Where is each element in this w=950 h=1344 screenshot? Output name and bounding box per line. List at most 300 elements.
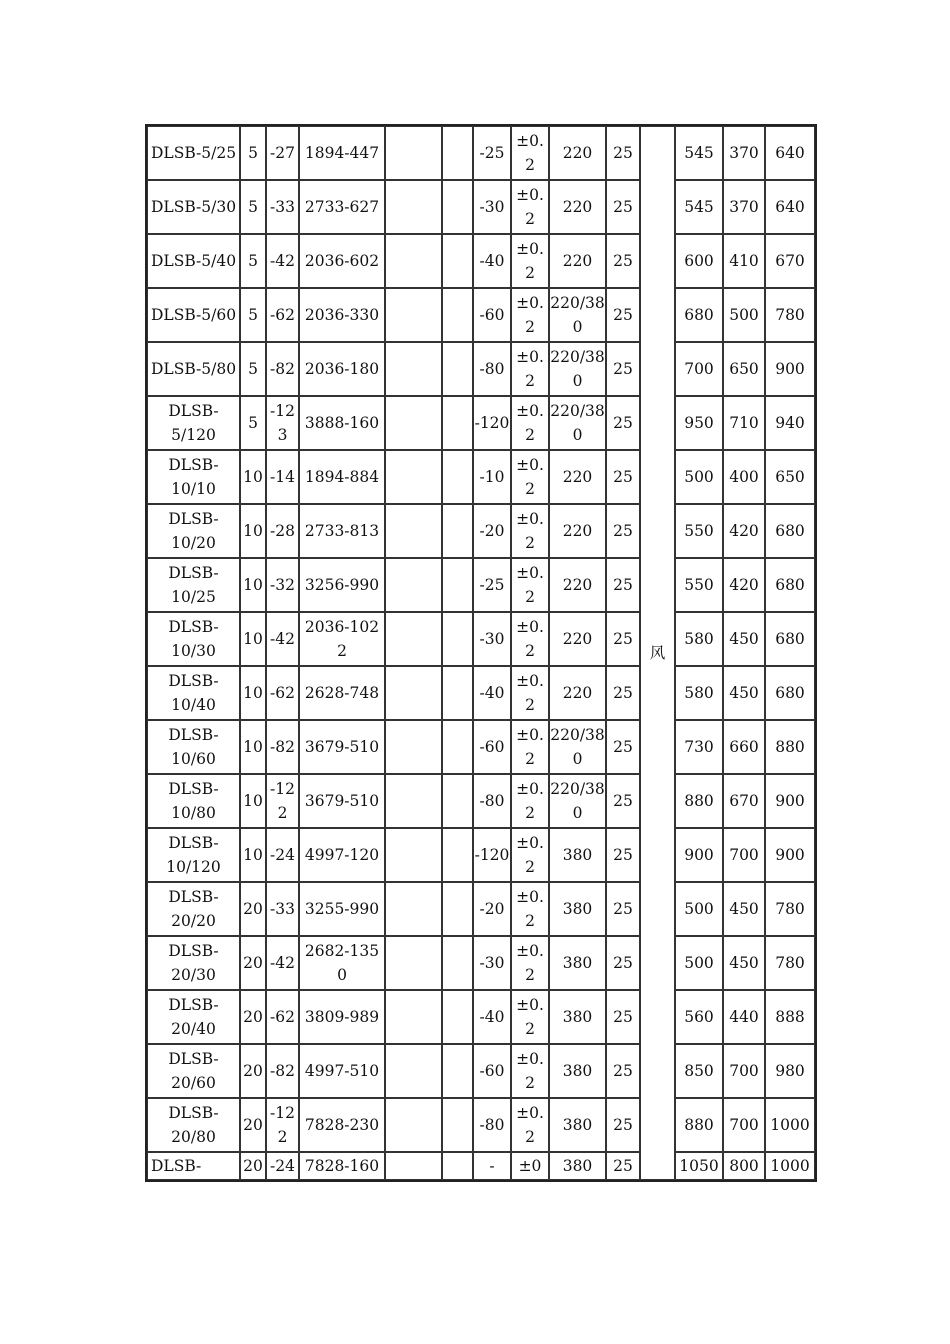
set-temp-cell: -120 — [473, 828, 511, 882]
empty-cell — [385, 450, 442, 504]
model-line-1: DLSB- — [168, 618, 219, 636]
empty-cell — [442, 774, 473, 828]
min-temp-cell: -62 — [266, 666, 299, 720]
model-line-1: DLSB- — [168, 510, 219, 528]
height-cell: 780 — [765, 882, 815, 936]
table-row — [147, 288, 815, 342]
table-row — [147, 828, 815, 882]
empty-cell — [385, 126, 442, 180]
set-temp-cell: -80 — [473, 1098, 511, 1152]
capacity-cell: 5 — [240, 396, 266, 450]
depth-cell: 700 — [723, 1044, 765, 1098]
model-cell — [147, 180, 240, 234]
voltage-cell: 220/380 — [549, 288, 606, 342]
model-line-1: DLSB- — [168, 456, 219, 474]
model-cell — [147, 612, 240, 666]
min-temp-cell: -24 — [266, 1152, 299, 1180]
model-line-1: DLSB- — [168, 564, 219, 582]
voltage-cell: 380 — [549, 1098, 606, 1152]
model-cell — [147, 396, 240, 450]
tolerance-cell: ±0.2 — [511, 990, 549, 1044]
table-row — [147, 936, 815, 990]
range-cell: 7828-160 — [299, 1152, 385, 1180]
table-row — [147, 180, 815, 234]
tolerance-cell: ±0.2 — [511, 126, 549, 180]
height-cell: 680 — [765, 558, 815, 612]
width-cell: 900 — [675, 828, 723, 882]
height-cell: 1000 — [765, 1152, 815, 1180]
model-line-1: DLSB-5/30 — [151, 198, 237, 216]
voltage-cell: 220 — [549, 558, 606, 612]
ambient-cell: 25 — [606, 396, 640, 450]
set-temp-cell: -80 — [473, 342, 511, 396]
tolerance-cell: ±0.2 — [511, 342, 549, 396]
range-cell: 3888-160 — [299, 396, 385, 450]
empty-cell — [442, 180, 473, 234]
model-line-2: 20/60 — [171, 1074, 216, 1092]
empty-cell — [385, 396, 442, 450]
min-temp-cell: -32 — [266, 558, 299, 612]
height-cell: 980 — [765, 1044, 815, 1098]
voltage-cell: 220/380 — [549, 774, 606, 828]
empty-cell — [442, 666, 473, 720]
model-cell — [147, 234, 240, 288]
capacity-cell: 10 — [240, 558, 266, 612]
empty-cell — [442, 882, 473, 936]
empty-cell — [385, 558, 442, 612]
min-temp-cell: -122 — [266, 774, 299, 828]
voltage-cell: 220 — [549, 126, 606, 180]
height-cell: 640 — [765, 180, 815, 234]
range-cell: 3679-510 — [299, 774, 385, 828]
range-cell: 3809-989 — [299, 990, 385, 1044]
model-cell — [147, 288, 240, 342]
width-cell: 545 — [675, 126, 723, 180]
width-cell: 950 — [675, 396, 723, 450]
capacity-cell: 5 — [240, 126, 266, 180]
depth-cell: 420 — [723, 504, 765, 558]
model-line-2: 20/80 — [171, 1128, 216, 1146]
model-line-1: DLSB- — [168, 1050, 219, 1068]
capacity-cell: 20 — [240, 1152, 266, 1180]
model-line-2: 10/20 — [171, 534, 216, 552]
width-cell: 680 — [675, 288, 723, 342]
table-row — [147, 612, 815, 666]
capacity-cell: 5 — [240, 234, 266, 288]
width-cell: 880 — [675, 774, 723, 828]
voltage-cell: 380 — [549, 990, 606, 1044]
ambient-cell: 25 — [606, 558, 640, 612]
ambient-cell: 25 — [606, 720, 640, 774]
model-line-2: 10/60 — [171, 750, 216, 768]
set-temp-cell: -40 — [473, 234, 511, 288]
height-cell: 670 — [765, 234, 815, 288]
table-row — [147, 720, 815, 774]
empty-cell — [385, 342, 442, 396]
height-cell: 940 — [765, 396, 815, 450]
min-temp-cell: -33 — [266, 180, 299, 234]
voltage-cell: 220/380 — [549, 396, 606, 450]
model-cell — [147, 1098, 240, 1152]
voltage-cell: 380 — [549, 1044, 606, 1098]
model-cell — [147, 504, 240, 558]
set-temp-cell: -40 — [473, 990, 511, 1044]
tolerance-cell: ±0.2 — [511, 666, 549, 720]
voltage-cell: 220/380 — [549, 342, 606, 396]
empty-cell — [442, 342, 473, 396]
set-temp-cell: -30 — [473, 612, 511, 666]
range-cell: 3679-510 — [299, 720, 385, 774]
model-line-2: 5/120 — [171, 426, 216, 444]
capacity-cell: 20 — [240, 1098, 266, 1152]
range-cell: 1894-447 — [299, 126, 385, 180]
tolerance-cell: ±0.2 — [511, 234, 549, 288]
tolerance-cell: ±0 — [511, 1152, 549, 1180]
set-temp-cell: -60 — [473, 288, 511, 342]
model-cell — [147, 666, 240, 720]
model-line-2: 10/30 — [171, 642, 216, 660]
width-cell: 550 — [675, 504, 723, 558]
capacity-cell: 10 — [240, 720, 266, 774]
model-line-1: DLSB- — [151, 1157, 202, 1175]
width-cell: 850 — [675, 1044, 723, 1098]
model-cell — [147, 828, 240, 882]
depth-cell: 450 — [723, 666, 765, 720]
min-temp-cell: -62 — [266, 288, 299, 342]
ambient-cell: 25 — [606, 936, 640, 990]
ambient-cell: 25 — [606, 666, 640, 720]
capacity-cell: 20 — [240, 1044, 266, 1098]
model-line-1: DLSB- — [168, 672, 219, 690]
min-temp-cell: -24 — [266, 828, 299, 882]
set-temp-cell: -60 — [473, 720, 511, 774]
ambient-cell: 25 — [606, 180, 640, 234]
capacity-cell: 10 — [240, 612, 266, 666]
width-cell: 1050 — [675, 1152, 723, 1180]
capacity-cell: 5 — [240, 288, 266, 342]
table-row — [147, 450, 815, 504]
set-temp-cell: -20 — [473, 504, 511, 558]
capacity-cell: 10 — [240, 828, 266, 882]
model-line-1: DLSB- — [168, 780, 219, 798]
voltage-cell: 220 — [549, 450, 606, 504]
width-cell: 880 — [675, 1098, 723, 1152]
depth-cell: 800 — [723, 1152, 765, 1180]
model-cell — [147, 342, 240, 396]
set-temp-cell: -25 — [473, 558, 511, 612]
table-row — [147, 774, 815, 828]
range-cell: 2628-748 — [299, 666, 385, 720]
depth-cell: 420 — [723, 558, 765, 612]
tolerance-cell: ±0.2 — [511, 1044, 549, 1098]
min-temp-cell: -42 — [266, 234, 299, 288]
set-temp-cell: -30 — [473, 180, 511, 234]
table-row — [147, 558, 815, 612]
capacity-cell: 20 — [240, 990, 266, 1044]
voltage-cell: 220 — [549, 180, 606, 234]
set-temp-cell: -40 — [473, 666, 511, 720]
tolerance-cell: ±0.2 — [511, 774, 549, 828]
height-cell: 900 — [765, 774, 815, 828]
capacity-cell: 20 — [240, 882, 266, 936]
tolerance-cell: ±0.2 — [511, 720, 549, 774]
range-cell: 1894-884 — [299, 450, 385, 504]
tolerance-cell: ±0.2 — [511, 180, 549, 234]
tolerance-cell: ±0.2 — [511, 288, 549, 342]
empty-cell — [442, 612, 473, 666]
height-cell: 780 — [765, 288, 815, 342]
model-line-2: 10/40 — [171, 696, 216, 714]
voltage-cell: 380 — [549, 882, 606, 936]
model-line-1: DLSB- — [168, 888, 219, 906]
min-temp-cell: -62 — [266, 990, 299, 1044]
table-row — [147, 1098, 815, 1152]
depth-cell: 400 — [723, 450, 765, 504]
depth-cell: 450 — [723, 936, 765, 990]
depth-cell: 700 — [723, 1098, 765, 1152]
model-line-1: DLSB-5/40 — [151, 252, 237, 270]
depth-cell: 650 — [723, 342, 765, 396]
model-cell — [147, 936, 240, 990]
model-line-2: 20/40 — [171, 1020, 216, 1038]
model-cell — [147, 990, 240, 1044]
width-cell: 500 — [675, 936, 723, 990]
ambient-cell: 25 — [606, 342, 640, 396]
depth-cell: 450 — [723, 612, 765, 666]
model-line-1: DLSB- — [168, 402, 219, 420]
tolerance-cell: ±0.2 — [511, 936, 549, 990]
range-cell: 2733-627 — [299, 180, 385, 234]
model-line-1: DLSB- — [168, 834, 219, 852]
empty-cell — [442, 396, 473, 450]
table-row — [147, 990, 815, 1044]
width-cell: 730 — [675, 720, 723, 774]
model-line-2: 10/80 — [171, 804, 216, 822]
voltage-cell: 380 — [549, 828, 606, 882]
min-temp-cell: -82 — [266, 1044, 299, 1098]
width-cell: 700 — [675, 342, 723, 396]
range-cell: 2036-180 — [299, 342, 385, 396]
cooling-type-cell: 风 — [640, 126, 675, 1180]
ambient-cell: 25 — [606, 774, 640, 828]
model-cell — [147, 882, 240, 936]
depth-cell: 500 — [723, 288, 765, 342]
capacity-cell: 10 — [240, 504, 266, 558]
model-line-2: 10/25 — [171, 588, 216, 606]
depth-cell: 370 — [723, 180, 765, 234]
min-temp-cell: -33 — [266, 882, 299, 936]
width-cell: 550 — [675, 558, 723, 612]
table-row — [147, 396, 815, 450]
min-temp-cell: -14 — [266, 450, 299, 504]
empty-cell — [442, 1152, 473, 1180]
min-temp-cell: -123 — [266, 396, 299, 450]
min-temp-cell: -27 — [266, 126, 299, 180]
table-row — [147, 1044, 815, 1098]
height-cell: 888 — [765, 990, 815, 1044]
depth-cell: 710 — [723, 396, 765, 450]
capacity-cell: 5 — [240, 342, 266, 396]
empty-cell — [442, 828, 473, 882]
empty-cell — [385, 1098, 442, 1152]
ambient-cell: 25 — [606, 450, 640, 504]
depth-cell: 440 — [723, 990, 765, 1044]
empty-cell — [385, 180, 442, 234]
table-row — [147, 666, 815, 720]
empty-cell — [385, 504, 442, 558]
empty-cell — [385, 288, 442, 342]
ambient-cell: 25 — [606, 504, 640, 558]
range-cell: 3256-990 — [299, 558, 385, 612]
height-cell: 680 — [765, 666, 815, 720]
empty-cell — [385, 720, 442, 774]
width-cell: 560 — [675, 990, 723, 1044]
model-line-1: DLSB- — [168, 942, 219, 960]
height-cell: 900 — [765, 342, 815, 396]
range-cell: 4997-510 — [299, 1044, 385, 1098]
voltage-cell: 220 — [549, 612, 606, 666]
ambient-cell: 25 — [606, 828, 640, 882]
empty-cell — [442, 1044, 473, 1098]
model-line-1: DLSB- — [168, 726, 219, 744]
tolerance-cell: ±0.2 — [511, 828, 549, 882]
ambient-cell: 25 — [606, 1044, 640, 1098]
tolerance-cell: ±0.2 — [511, 450, 549, 504]
tolerance-cell: ±0.2 — [511, 504, 549, 558]
min-temp-cell: -82 — [266, 720, 299, 774]
table-row — [147, 342, 815, 396]
empty-cell — [385, 612, 442, 666]
empty-cell — [442, 288, 473, 342]
capacity-cell: 10 — [240, 450, 266, 504]
height-cell: 880 — [765, 720, 815, 774]
min-temp-cell: -82 — [266, 342, 299, 396]
tolerance-cell: ±0.2 — [511, 396, 549, 450]
table-row — [147, 1152, 815, 1180]
width-cell: 500 — [675, 450, 723, 504]
table-row — [147, 504, 815, 558]
model-cell — [147, 1152, 240, 1180]
range-cell: 2733-813 — [299, 504, 385, 558]
empty-cell — [442, 450, 473, 504]
min-temp-cell: -42 — [266, 612, 299, 666]
ambient-cell: 25 — [606, 612, 640, 666]
set-temp-cell: -25 — [473, 126, 511, 180]
range-cell: 3255-990 — [299, 882, 385, 936]
height-cell: 640 — [765, 126, 815, 180]
empty-cell — [442, 990, 473, 1044]
model-cell — [147, 1044, 240, 1098]
empty-cell — [385, 774, 442, 828]
range-cell: 2682-1350 — [299, 936, 385, 990]
depth-cell: 450 — [723, 882, 765, 936]
height-cell: 1000 — [765, 1098, 815, 1152]
width-cell: 580 — [675, 666, 723, 720]
set-temp-cell: -60 — [473, 1044, 511, 1098]
set-temp-cell: -10 — [473, 450, 511, 504]
model-line-1: DLSB- — [168, 996, 219, 1014]
empty-cell — [442, 126, 473, 180]
empty-cell — [385, 882, 442, 936]
height-cell: 680 — [765, 612, 815, 666]
set-temp-cell: -20 — [473, 882, 511, 936]
ambient-cell: 25 — [606, 1098, 640, 1152]
voltage-cell: 380 — [549, 1152, 606, 1180]
min-temp-cell: -28 — [266, 504, 299, 558]
table-row — [147, 126, 815, 180]
tolerance-cell: ±0.2 — [511, 558, 549, 612]
min-temp-cell: -42 — [266, 936, 299, 990]
set-temp-cell: - — [473, 1152, 511, 1180]
spec-table-container — [145, 124, 813, 1182]
model-line-1: DLSB- — [168, 1104, 219, 1122]
tolerance-cell: ±0.2 — [511, 1098, 549, 1152]
width-cell: 600 — [675, 234, 723, 288]
model-line-1: DLSB-5/60 — [151, 306, 237, 324]
range-cell: 7828-230 — [299, 1098, 385, 1152]
width-cell: 545 — [675, 180, 723, 234]
table-row — [147, 882, 815, 936]
empty-cell — [442, 504, 473, 558]
model-line-2: 20/30 — [171, 966, 216, 984]
model-line-2: 10/120 — [166, 858, 221, 876]
depth-cell: 410 — [723, 234, 765, 288]
min-temp-cell: -122 — [266, 1098, 299, 1152]
set-temp-cell: -120 — [473, 396, 511, 450]
ambient-cell: 25 — [606, 882, 640, 936]
model-cell — [147, 450, 240, 504]
width-cell: 500 — [675, 882, 723, 936]
tolerance-cell: ±0.2 — [511, 882, 549, 936]
voltage-cell: 220 — [549, 504, 606, 558]
voltage-cell: 220 — [549, 234, 606, 288]
range-cell: 2036-330 — [299, 288, 385, 342]
ambient-cell: 25 — [606, 990, 640, 1044]
height-cell: 780 — [765, 936, 815, 990]
ambient-cell: 25 — [606, 288, 640, 342]
capacity-cell: 5 — [240, 180, 266, 234]
capacity-cell: 10 — [240, 774, 266, 828]
height-cell: 650 — [765, 450, 815, 504]
table-row — [147, 234, 815, 288]
empty-cell — [385, 936, 442, 990]
spec-table — [145, 124, 817, 1182]
model-cell — [147, 558, 240, 612]
spec-table-body — [147, 126, 815, 1180]
empty-cell — [442, 234, 473, 288]
set-temp-cell: -80 — [473, 774, 511, 828]
tolerance-cell: ±0.2 — [511, 612, 549, 666]
depth-cell: 660 — [723, 720, 765, 774]
empty-cell — [385, 990, 442, 1044]
capacity-cell: 20 — [240, 936, 266, 990]
range-cell: 2036-1022 — [299, 612, 385, 666]
empty-cell — [442, 1098, 473, 1152]
voltage-cell: 220/380 — [549, 720, 606, 774]
height-cell: 900 — [765, 828, 815, 882]
model-cell — [147, 126, 240, 180]
model-cell — [147, 720, 240, 774]
capacity-cell: 10 — [240, 666, 266, 720]
ambient-cell: 25 — [606, 1152, 640, 1180]
empty-cell — [385, 666, 442, 720]
empty-cell — [385, 234, 442, 288]
model-line-1: DLSB-5/80 — [151, 360, 237, 378]
model-line-2: 20/20 — [171, 912, 216, 930]
range-cell: 2036-602 — [299, 234, 385, 288]
height-cell: 680 — [765, 504, 815, 558]
empty-cell — [385, 1152, 442, 1180]
